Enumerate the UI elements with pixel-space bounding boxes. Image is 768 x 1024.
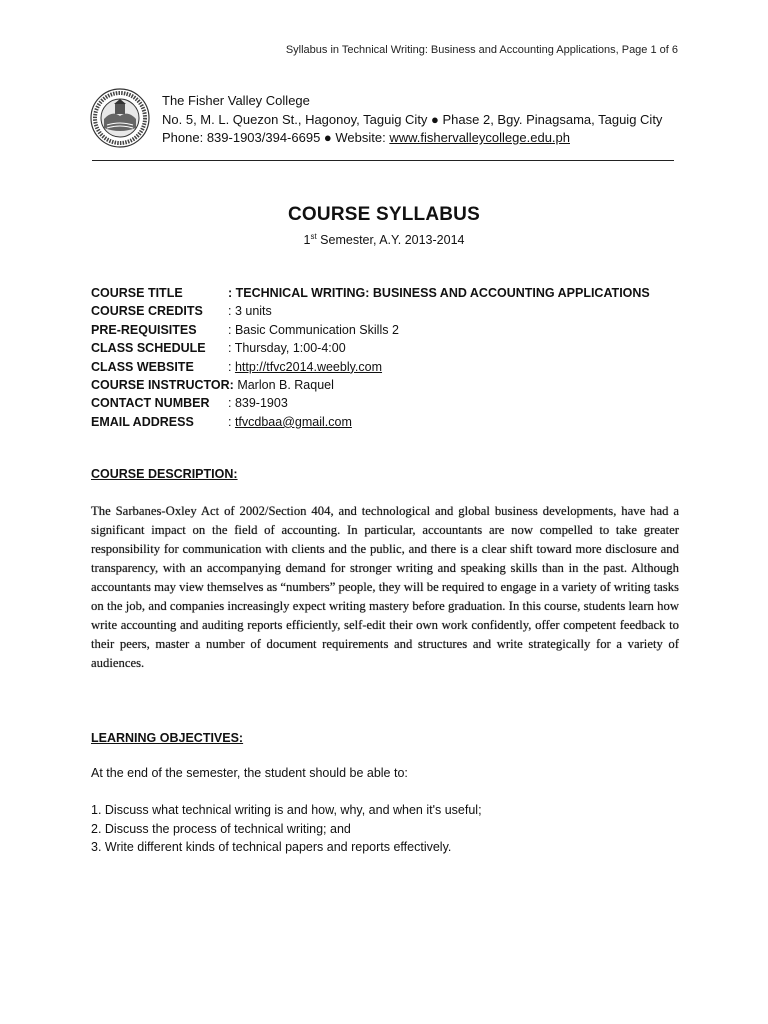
semester-ordinal-suffix: st xyxy=(310,232,317,241)
info-value: : 839-1903 xyxy=(228,396,288,411)
list-item: 3. Write different kinds of technical papers and reports effectively. xyxy=(91,840,452,855)
list-item: 1. Discuss what technical writing is and how, why, and when it's useful; xyxy=(91,803,482,817)
college-website-link[interactable]: www.fishervalleycollege.edu.ph xyxy=(389,130,570,145)
college-name: The Fisher Valley College xyxy=(162,93,310,108)
info-row-title xyxy=(91,284,650,302)
info-row-instructor xyxy=(91,376,650,394)
college-address: No. 5, M. L. Quezon St., Hagonoy, Taguig City ● Phase 2, Bgy. Pinagsama, Taguig City xyxy=(162,111,663,127)
info-value xyxy=(228,360,382,374)
info-value: : 3 units xyxy=(228,304,272,319)
course-description-text: The Sarbanes-Oxley Act of 2002/Section 404, and technological and global business developments, have had a significant impact on the field of accounting. In particular, accountants are now compelled to take greater responsibility for communication with clients and the public, and there is a clear shift toward more disclosure and transparency, with an accompanying demand for stronger writing and speaking skills than in the past. Although accountants may view themselves as “numbers” people, they will be required to engage in a variety of writing tasks on the job, and companies increasingly expect writing mastery before graduation. In this course, students learn how write accounting and auditing reports efficiently, self-edit their own work confidently, offer competent feedback to their peers, master a number of document requirements and structures and write strategically for a variety of audiences. xyxy=(91,504,679,670)
running-header: Syllabus in Technical Writing: Business and Accounting Applications, Page 1 of 6 xyxy=(285,44,678,56)
course-info-table xyxy=(91,284,650,431)
info-row-email xyxy=(91,413,650,431)
info-row-prerequisites xyxy=(91,321,650,339)
info-value: : Basic Communication Skills 2 xyxy=(228,322,399,337)
college-seal-icon xyxy=(90,88,150,148)
college-contact xyxy=(162,129,662,148)
info-label: CLASS WEBSITE xyxy=(91,359,194,374)
info-label: CONTACT NUMBER xyxy=(91,396,210,411)
info-label: COURSE TITLE xyxy=(91,286,183,300)
title-block xyxy=(0,204,768,247)
info-label: COURSE INSTRUCTOR: xyxy=(91,377,234,392)
objectives-intro: At the end of the semester, the student should be able to: xyxy=(91,766,408,780)
info-value xyxy=(228,415,352,429)
college-block xyxy=(162,92,662,148)
semester-rest: Semester, A.Y. 2013-2014 xyxy=(316,233,465,248)
college-phone: Phone: 839-1903/394-6695 ● Website: xyxy=(162,130,390,145)
course-description-heading: COURSE DESCRIPTION: xyxy=(91,467,238,481)
info-row-website xyxy=(91,358,650,376)
info-row-contact xyxy=(91,394,650,412)
info-label: EMAIL ADDRESS xyxy=(91,414,194,429)
info-label: PRE-REQUISITES xyxy=(91,322,197,337)
page-title: COURSE SYLLABUS xyxy=(288,204,480,225)
info-value-prefix: : xyxy=(228,414,235,429)
header-rule xyxy=(92,160,674,161)
info-value: Marlon B. Raquel xyxy=(233,377,334,392)
info-row-schedule xyxy=(91,339,650,357)
class-website-link[interactable]: http://tfvc2014.weebly.com xyxy=(234,359,383,374)
semester-line xyxy=(0,232,768,247)
info-row-credits xyxy=(91,302,650,320)
list-item: 2. Discuss the process of technical writing; and xyxy=(91,821,351,836)
info-value: : TECHNICAL WRITING: BUSINESS AND ACCOUNTING APPLICATIONS xyxy=(228,286,650,300)
info-label: COURSE CREDITS xyxy=(91,304,203,319)
info-label: CLASS SCHEDULE xyxy=(91,341,206,356)
learning-objectives-heading: LEARNING OBJECTIVES: xyxy=(91,731,244,745)
semester-ordinal: 1 xyxy=(303,233,311,248)
objectives-list xyxy=(91,801,482,857)
info-value-prefix: : xyxy=(228,359,235,374)
info-value: : Thursday, 1:00-4:00 xyxy=(228,341,346,356)
email-link[interactable]: tfvcdbaa@gmail.com xyxy=(234,414,352,429)
